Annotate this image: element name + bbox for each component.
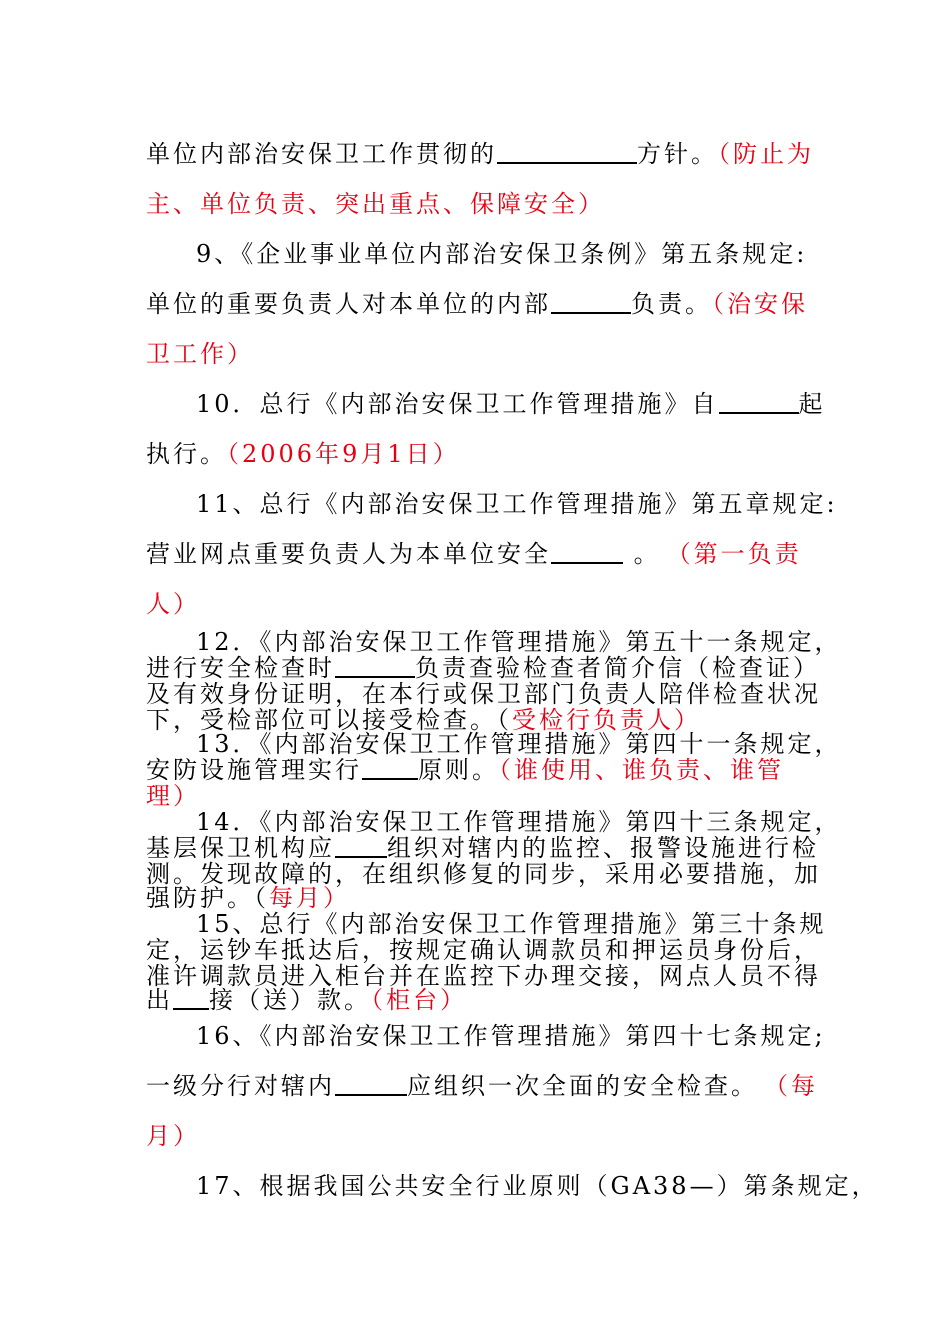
text: 起 [798, 390, 826, 418]
text: 单位的重要负责人对本单位的内部 [146, 290, 551, 318]
answer-line: 理） [146, 782, 200, 810]
fill-blank [173, 986, 209, 1010]
fill-blank [497, 140, 637, 164]
text: 方针。 [637, 140, 718, 168]
text-line: 准许调款员进入柜台并在监控下办理交接，网点人员不得 [146, 962, 821, 990]
text: 接（送）款。 [209, 986, 371, 1014]
text-line [146, 980, 467, 1015]
answer-line: 人） [146, 590, 200, 618]
text-line [146, 750, 784, 785]
answer-text: （每 [776, 1072, 818, 1100]
fill-blank [335, 1072, 407, 1096]
question-9-line: 9、《企业事业单位内部治安保卫条例》第五条规定: [196, 240, 808, 268]
text-line: 及有效身份证明，在本行或保卫部门负责人陪伴检查状况 [146, 680, 821, 708]
answer-text: 受检行负责人） [512, 706, 701, 734]
text: 单位内部治安保卫工作贯彻的 [146, 140, 497, 168]
answer-text: （柜台） [371, 986, 467, 1014]
text: 执行。 [146, 440, 227, 468]
question-11-line: 11、总行《内部治安保卫工作管理措施》第五章规定: [196, 490, 838, 518]
text: 出 [146, 986, 173, 1014]
answer-text: （谁使用、谁负责、谁管 [499, 756, 784, 784]
text: 安防设施管理实行 [146, 756, 362, 784]
text-line [146, 284, 808, 319]
text-line [146, 1066, 818, 1101]
fill-blank [719, 390, 799, 414]
answer-text: （2006年9月1日） [227, 440, 460, 468]
text: 强防护。（ [146, 884, 269, 912]
answer-line: 卫工作） [146, 340, 254, 368]
fill-blank [551, 290, 631, 314]
question-17-line: 17、根据我国公共安全行业原则（GA38—）第条规定， [196, 1172, 879, 1200]
text: 一级分行对辖内 [146, 1072, 335, 1100]
question-14-line: 14．《内部治安保卫工作管理措施》第四十三条规定， [196, 808, 842, 836]
question-13-line: 13．《内部治安保卫工作管理措施》第四十一条规定， [196, 730, 842, 758]
text-line [146, 434, 460, 469]
answer-line: 主、单位负责、突出重点、保障安全） [146, 190, 605, 218]
answer-text: （治安保 [712, 290, 808, 318]
text: 10．总行《内部治安保卫工作管理措施》自 [196, 390, 719, 418]
text: 应组织一次全面的安全检查。 [407, 1072, 758, 1100]
text: 下，受检部位可以接受检查。（ [146, 706, 512, 734]
text-line: 测。发现故障的，在组织修复的同步，采用必要措施，加 [146, 860, 821, 888]
text: 进行安全检查时 [146, 654, 335, 682]
answer-line: 月） [146, 1122, 200, 1150]
text-line [146, 534, 802, 569]
text: 负责查验检查者简介信（检查证） [415, 654, 820, 682]
text: 。 [623, 540, 661, 568]
question-16-line: 16、《内部治安保卫工作管理措施》第四十七条规定; [196, 1022, 826, 1050]
answer-text: （第一负责 [678, 540, 802, 568]
text: 营业网点重要负责人为本单位安全 [146, 540, 551, 568]
question-15-line: 15、总行《内部治安保卫工作管理措施》第三十条规 [196, 910, 827, 938]
text: 组织对辖内的监控、报警设施进行检 [387, 834, 819, 862]
question-10-line [196, 384, 826, 419]
answer-text: （防止为 [718, 140, 814, 168]
fill-blank [362, 756, 418, 780]
answer-text: 每月） [269, 884, 350, 912]
text: 负责。 [631, 290, 712, 318]
text-line: 定，运钞车抵达后，按规定确认调款员和押运员身份后， [146, 936, 821, 964]
question-12-line: 12．《内部治安保卫工作管理措施》第五十一条规定， [196, 628, 842, 656]
fill-blank [551, 540, 623, 564]
text: 基层保卫机构应 [146, 834, 335, 862]
text-line [146, 134, 814, 169]
text: 原则。 [418, 756, 499, 784]
